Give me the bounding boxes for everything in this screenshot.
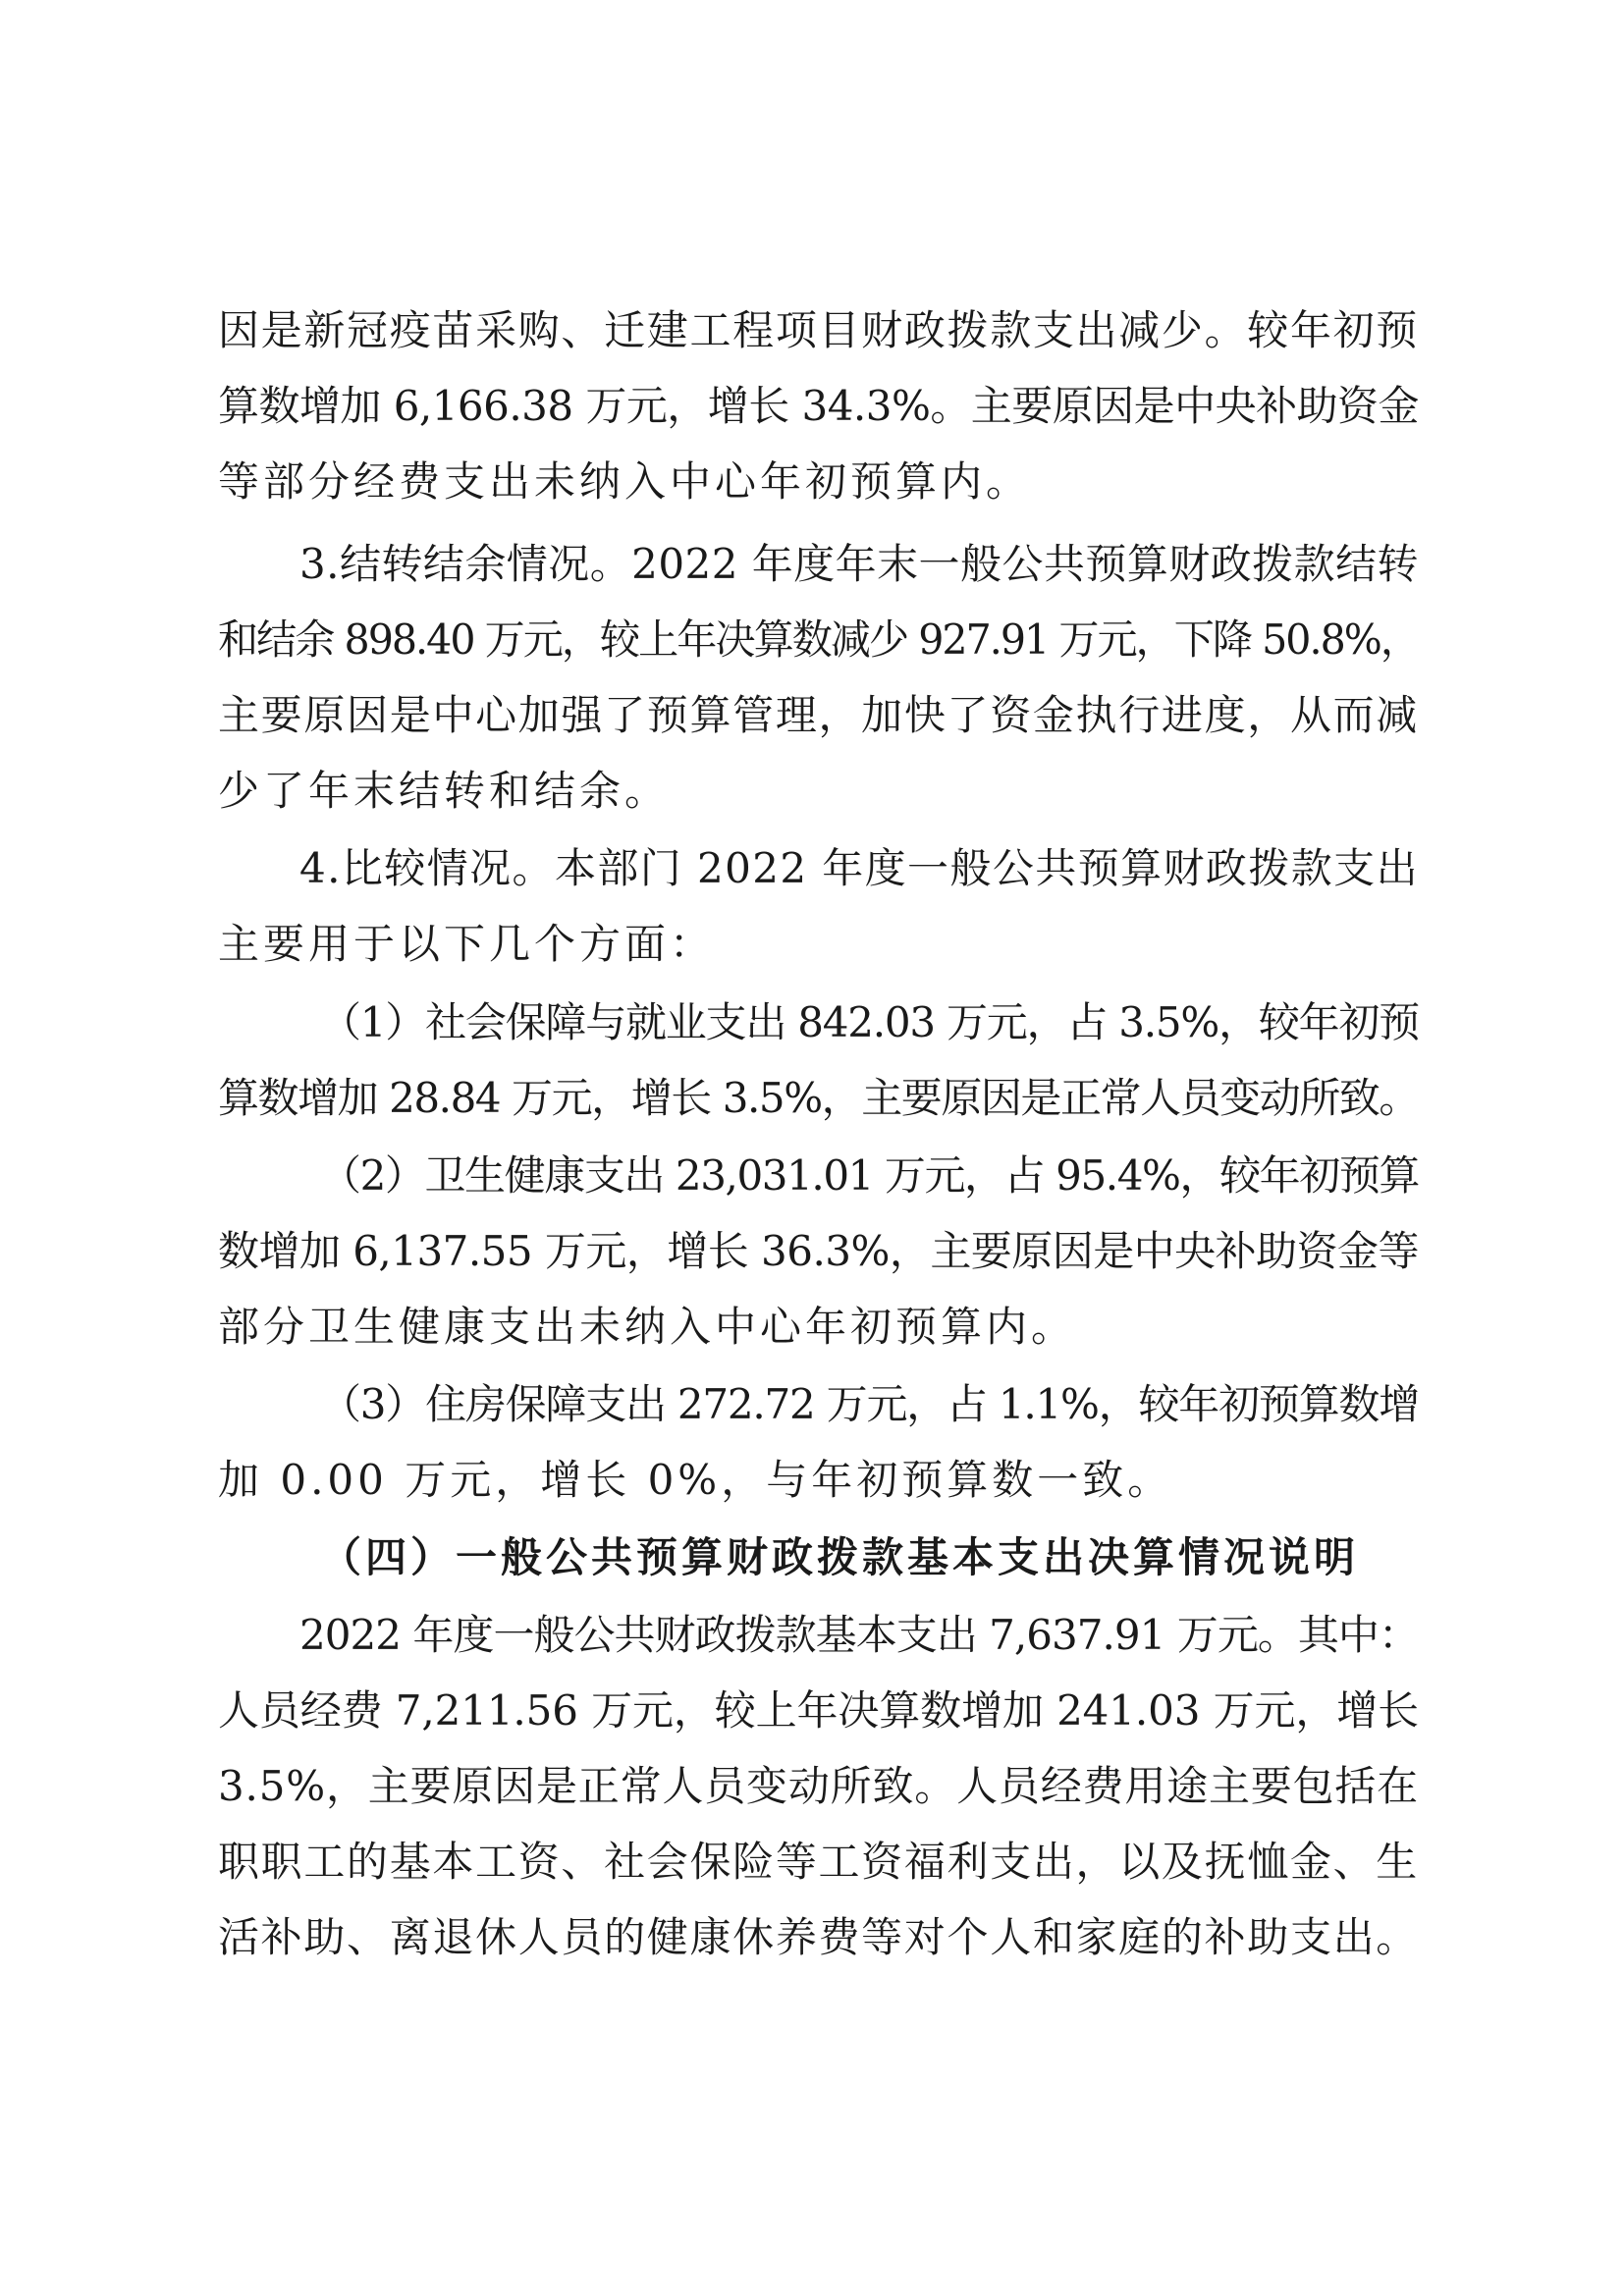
paragraph-line: 数增加 6,137.55 万元，增长 36.3%，主要原因是中央补助资金等 [218,1227,1419,1275]
paragraph-line: 算数增加 6,166.38 万元，增长 34.3%。主要原因是中央补助资金 [218,382,1419,430]
paragraph-line: 和结余 898.40 万元，较上年决算数减少 927.91 万元，下降 50.8%， [218,615,1419,664]
paragraph-line: （3）住房保障支出 272.72 万元，占 1.1%，较年初预算数增 [320,1380,1419,1428]
paragraph-line: 算数增加 28.84 万元，增长 3.5%，主要原因是正常人员变动所致。 [218,1074,1419,1122]
paragraph-line: 主要用于以下几个方面： [218,920,716,968]
paragraph-line: 加 0.00 万元，增长 0%，与年初预算数一致。 [218,1456,1173,1504]
paragraph-line: 3.结转结余情况。2022 年度年末一般公共预算财政拨款结转 [299,540,1419,588]
paragraph-line: 部分卫生健康支出未纳入中心年初预算内。 [218,1303,1077,1351]
paragraph-line: 2022 年度一般公共财政拨款基本支出 7,637.91 万元。其中： [299,1611,1419,1659]
paragraph-line: 职职工的基本工资、社会保险等工资福利支出，以及抚恤金、生 [218,1838,1419,1886]
paragraph-line: 活补助、离退休人员的健康休养费等对个人和家庭的补助支出。 [218,1913,1419,1961]
paragraph-line: 3.5%，主要原因是正常人员变动所致。人员经费用途主要包括在 [218,1762,1419,1810]
paragraph-line: 少了年末结转和结余。 [218,767,671,815]
paragraph-line: （2）卫生健康支出 23,031.01 万元，占 95.4%，较年初预算 [320,1151,1419,1200]
paragraph-line: 等部分经费支出未纳入中心年初预算内。 [218,457,1032,506]
paragraph-line: 因是新冠疫苗采购、迁建工程项目财政拨款支出减少。较年初预 [218,306,1419,354]
paragraph-line: 人员经费 7,211.56 万元，较上年决算数增加 241.03 万元，增长 [218,1686,1419,1735]
paragraph-line: 主要原因是中心加强了预算管理，加快了资金执行进度，从而减 [218,691,1419,739]
paragraph-line: 4.比较情况。本部门 2022 年度一般公共预算财政拨款支出 [299,844,1419,892]
section-heading: （四）一般公共预算财政拨款基本支出决算情况说明 [320,1533,1360,1581]
paragraph-line: （1）社会保障与就业支出 842.03 万元，占 3.5%，较年初预 [320,998,1419,1046]
